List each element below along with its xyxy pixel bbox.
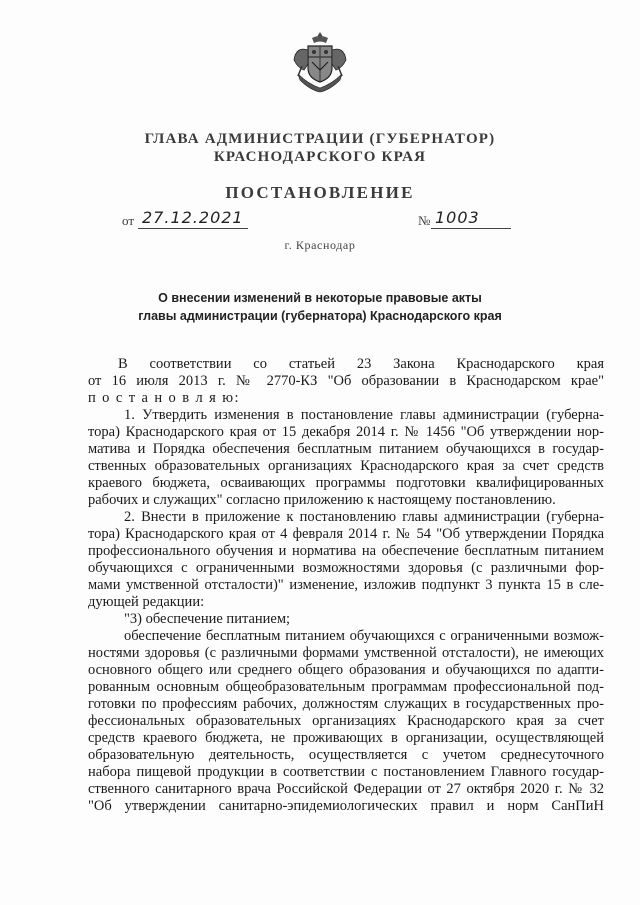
document-date: 27.12.2021 [138, 208, 248, 229]
document-number: 1003 [431, 208, 511, 229]
body-line: от 16 июля 2013 г. № 2770-КЗ "Об образовании в Краснодарском крае" [88, 373, 604, 389]
date-label: от [122, 213, 135, 228]
body-line: набора пищевой продукции в соответствии с постановлением Главного государ- [88, 764, 604, 780]
body-line: краевого бюджета, осваивающих программы подготовки квалифицированных [88, 475, 604, 491]
body-line: рованным основным общеобразовательным программам профессиональной под- [88, 679, 604, 695]
body-line: ностями здоровья (с различными формами умственной отсталости), не имеющих [88, 645, 604, 661]
body-line: образовательную деятельность, осуществляется с учетом среднесуточного [88, 747, 604, 763]
body-line: готовки по профессиям рабочих, должностям служащих в государственных про- [88, 696, 604, 712]
body-line: фессиональных образовательных организациях Краснодарского края за счет [88, 713, 604, 729]
body-line: средств краевого бюджета, не проживающих в организации, осуществляющей [88, 730, 604, 746]
body-line: дующей редакции: [88, 594, 205, 610]
body-line: 2. Внести в приложение к постановлению главы администрации (губерна- [124, 509, 604, 525]
body-line: матива и Порядка обеспечения бесплатным питанием обучающихся в государ- [88, 441, 604, 457]
body-line: п о с т а н о в л я ю: [88, 390, 240, 406]
body-line: обеспечение бесплатным питанием обучающихся с ограниченными возмож- [124, 628, 604, 644]
authority-title-line2: КРАСНОДАРСКОГО КРАЯ [213, 149, 427, 165]
body-line: ственного санитарного врача Российской Федерации от 27 октября 2020 г. № 32 [88, 781, 604, 797]
body-line: тора) Краснодарского края от 15 декабря 2014 г. № 1456 "Об утверждении нор- [88, 424, 604, 440]
coat-of-arms-emblem [290, 30, 350, 94]
body-line: обучающихся с ограниченными возможностями здоровья (с различными фор- [88, 560, 604, 576]
body-line: профессионального обучения и норматива на обеспечение бесплатным питанием [88, 543, 604, 559]
document-city: г. Краснодар [284, 238, 356, 252]
body-line: рабочих и служащих" согласно приложению к настоящему постановлению. [88, 492, 556, 508]
document-type-heading: ПОСТАНОВЛЕНИЕ [225, 183, 415, 202]
document-title-line2: главы администрации (губернатора) Краснодарского края [138, 309, 502, 323]
document-title-line1: О внесении изменений в некоторые правовые акты [158, 291, 482, 305]
body-line: ственных образовательных организациях Краснодарского края за счет средств [88, 458, 604, 474]
body-line: "Об утверждении санитарно-эпидемиологических правил и норм СанПиН [88, 798, 604, 814]
body-line: "3) обеспечение питанием; [124, 611, 291, 627]
body-line: мами умственной отсталости)" изменение, изложив подпункт 3 пункта 15 в сле- [88, 577, 604, 593]
body-line: В соответствии со статьей 23 Закона Краснодарского края [118, 356, 604, 372]
body-line: тора) Краснодарского края от 4 февраля 2014 г. № 54 "Об утверждении Порядка [88, 526, 604, 542]
body-line: основного общего или среднего общего образования и обучающихся по адапти- [88, 662, 604, 678]
number-label: № [418, 213, 431, 228]
body-line: 1. Утвердить изменения в постановление главы администрации (губерна- [124, 407, 604, 423]
authority-title-line1: ГЛАВА АДМИНИСТРАЦИИ (ГУБЕРНАТОР) [144, 131, 496, 147]
